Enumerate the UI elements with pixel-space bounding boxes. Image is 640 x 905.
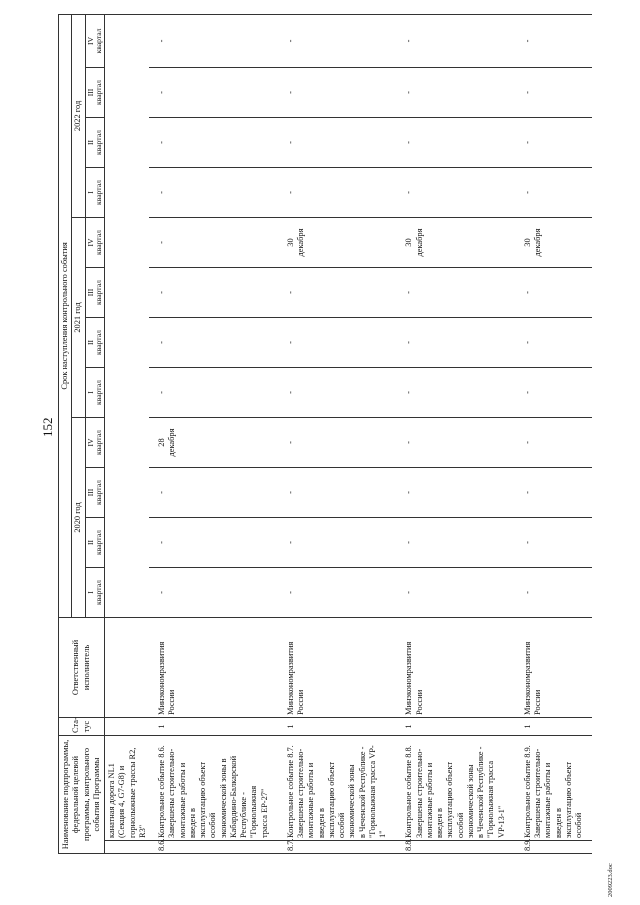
rotated-document [58, 15, 618, 854]
quarter-number: I [85, 391, 95, 394]
quarter-number: II [85, 139, 95, 146]
row-text: Контрольное событие 8.9. Завершены строительно- монтажные работы и введен в эксплуатацию объект особой [515, 736, 593, 841]
executor-column-header: Ответственный исполнитель [59, 618, 105, 718]
quarter-cell: - [515, 418, 593, 468]
quarter-cell: - [396, 418, 515, 468]
quarter-cell: - [515, 268, 593, 318]
quarter-header [85, 318, 105, 368]
quarter-cell: - [149, 518, 278, 568]
quarter-number: III [85, 488, 95, 497]
quarter-cell: - [396, 168, 515, 218]
executor-cell: Минэкономразвития России [278, 618, 397, 718]
row-text: Контрольное событие 8.7. Завершены строительно- монтажные работы и введен в эксплуатацию объект особой экономической зоны в Чеченской Республике - "Горнолыжная трасса VP-1" [278, 736, 397, 841]
quarter-cell: - [515, 68, 593, 118]
quarter-number: I [85, 191, 95, 194]
continuation-row [105, 14, 150, 853]
quarter-word: квартал [93, 28, 103, 54]
quarter-cell: - [396, 568, 515, 618]
status-cell: 1 [278, 718, 397, 736]
quarter-number: IV [85, 238, 95, 247]
quarter-cell: - [396, 118, 515, 168]
row-text: канатная дорога NL1 (Секция 4, G7-G8) и горнолыжные трассы R2, R3" [105, 736, 150, 841]
quarter-cell: - [278, 568, 397, 618]
quarter-number: II [85, 339, 95, 346]
table-body [105, 14, 593, 853]
quarter-cell: - [149, 318, 278, 368]
row-number [105, 841, 150, 854]
executor-cell: Минэкономразвития России [396, 618, 515, 718]
year-header: 2022 год [72, 14, 85, 217]
row-text: Контрольное событие 8.8. Завершены строительно- монтажные работы и введен в эксплуатацию объект особой экономической зоны в Чеченской Республике - "Горнолыжная трасса VP-13-1" [396, 736, 515, 841]
quarter-word: квартал [93, 80, 103, 105]
quarter-cell: 30 декабря [396, 218, 515, 268]
quarter-word: квартал [93, 430, 103, 455]
table-header [59, 14, 105, 853]
control-events-table [58, 14, 592, 854]
status-column-header: Ста-тус [59, 718, 105, 736]
quarter-word: квартал [93, 280, 103, 305]
quarter-cell: - [278, 118, 397, 168]
quarter-cell: - [149, 268, 278, 318]
quarter-cell: - [278, 268, 397, 318]
quarter-cells [105, 14, 150, 617]
year-header: 2020 год [72, 418, 85, 618]
quarter-header [85, 518, 105, 568]
quarter-cell: - [278, 418, 397, 468]
quarter-header [85, 468, 105, 518]
quarter-header [85, 268, 105, 318]
quarter-cell: - [515, 468, 593, 518]
quarter-cell: - [149, 368, 278, 418]
quarter-word: квартал [93, 180, 103, 205]
quarter-word: квартал [93, 480, 103, 505]
executor-cell: Минэкономразвития России [515, 618, 593, 718]
row-number: 8.6. [149, 841, 278, 854]
quarter-cell: - [278, 14, 397, 67]
quarter-number: I [85, 591, 95, 594]
quarter-cell: - [515, 318, 593, 368]
quarter-cell: - [278, 318, 397, 368]
quarter-header [85, 418, 105, 468]
quarter-cell: - [149, 68, 278, 118]
executor-cell: Минэкономразвития России [149, 618, 278, 718]
quarter-cell: - [149, 168, 278, 218]
quarter-cell: - [149, 118, 278, 168]
row-number: 8.7. [278, 841, 397, 854]
control-event-row [396, 14, 515, 853]
status-cell: 1 [515, 718, 593, 736]
quarter-cell: - [278, 168, 397, 218]
quarter-cell: - [396, 368, 515, 418]
quarter-header [85, 14, 105, 67]
control-event-row [515, 14, 593, 853]
quarter-cell: 28 декабря [149, 418, 278, 468]
quarter-cell: - [396, 268, 515, 318]
quarter-cell: 30 декабря [278, 218, 397, 268]
quarter-cell: - [515, 168, 593, 218]
quarter-header [85, 368, 105, 418]
row-number: 8.8. [396, 841, 515, 854]
quarter-cell: - [396, 518, 515, 568]
quarter-cell: - [149, 468, 278, 518]
quarter-cell: 30 декабря [515, 218, 593, 268]
status-cell: 1 [396, 718, 515, 736]
footer-code: 2009223.doc [607, 863, 614, 897]
quarter-cell: - [278, 468, 397, 518]
name-column-header: Наименование подпрограммы, федеральной целевой программы, контрольного события Программы [59, 736, 105, 854]
quarter-word: квартал [93, 380, 103, 405]
quarter-number: IV [85, 36, 95, 45]
row-text: Контрольное событие 8.6. Завершены строительно- монтажные работы и введен в эксплуатацию объект особой экономической зоны в Кабардино-Балкарской Республике - "Горнолыжная трасса ЕР-27" [149, 736, 278, 841]
quarter-header [85, 568, 105, 618]
quarter-cell: - [149, 218, 278, 268]
quarter-cell: - [149, 568, 278, 618]
quarter-cell: - [515, 518, 593, 568]
quarter-cell: - [515, 14, 593, 67]
quarter-header [85, 118, 105, 168]
quarter-word: квартал [93, 130, 103, 155]
quarter-cell: - [396, 68, 515, 118]
quarter-header [85, 218, 105, 268]
quarter-cell: - [278, 368, 397, 418]
quarter-number: III [85, 88, 95, 97]
deadline-group-header: Срок наступления контрольного события [59, 14, 72, 617]
quarter-cell: - [515, 118, 593, 168]
quarter-header [85, 68, 105, 118]
row-number: 8.9. [515, 841, 593, 854]
quarter-cell: - [396, 468, 515, 518]
quarter-cell: - [396, 318, 515, 368]
quarter-word: квартал [93, 530, 103, 555]
control-event-row [149, 14, 278, 853]
quarter-word: квартал [93, 330, 103, 355]
status-cell [105, 718, 150, 736]
quarter-cell: - [515, 568, 593, 618]
executor-cell [105, 618, 150, 718]
quarter-cell: - [278, 518, 397, 568]
page-number: 152 [40, 417, 55, 437]
quarter-cell: - [278, 68, 397, 118]
year-header: 2021 год [72, 218, 85, 418]
quarter-cell: - [396, 14, 515, 67]
quarter-word: квартал [93, 580, 103, 605]
control-event-row [278, 14, 397, 853]
quarter-cell: - [149, 14, 278, 67]
quarter-number: II [85, 539, 95, 546]
quarter-cell: - [515, 368, 593, 418]
quarter-number: IV [85, 438, 95, 447]
quarter-number: III [85, 288, 95, 297]
quarter-word: квартал [93, 230, 103, 255]
quarter-header [85, 168, 105, 218]
status-cell: 1 [149, 718, 278, 736]
